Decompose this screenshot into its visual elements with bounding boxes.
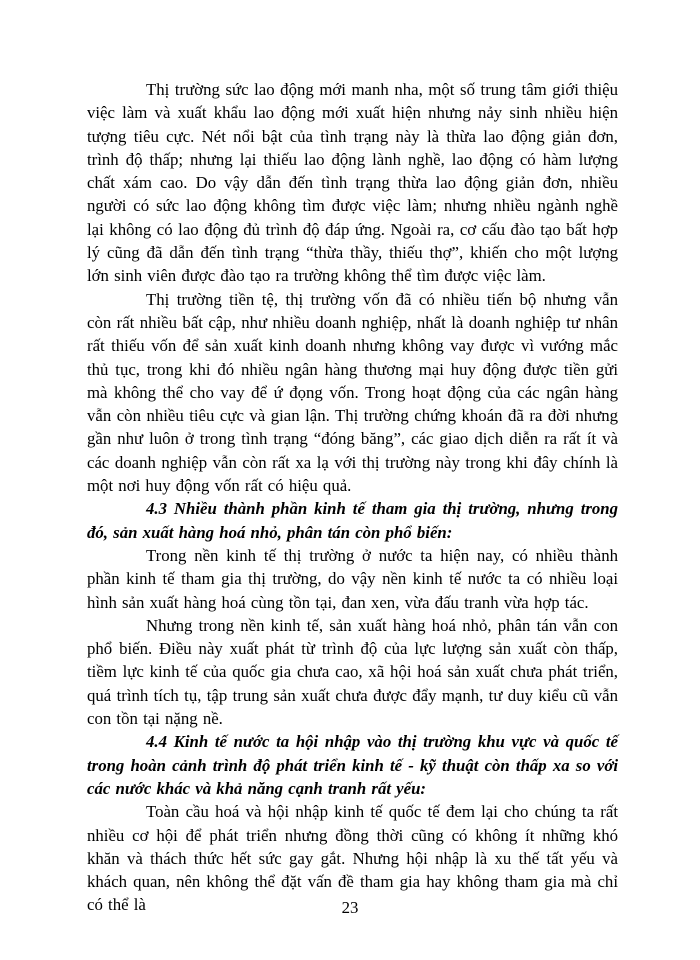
page-content — [87, 78, 618, 917]
section-heading-4-4: 4.4 Kinh tế nước ta hội nhập vào thị trường khu vực và quốc tế trong hoàn cảnh trình độ phát triển kinh tế - kỹ thuật còn thấp xa so với các nước khác và khả năng cạnh tranh rất yếu: — [87, 732, 618, 798]
section-heading-4-3: 4.3 Nhiều thành phần kinh tế tham gia thị trường, nhưng trong đó, sản xuất hàng hoá nhỏ, phân tán còn phổ biến: — [87, 499, 618, 542]
paragraph-labor-market: Thị trường sức lao động mới manh nha, một số trung tâm giới thiệu việc làm và xuất khẩu lao động mới xuất hiện nhưng nảy sinh nhiều hiện tượng tiêu cực. Nét nổi bật của tình trạng này là thừa lao động giản đơn, trình độ thấp; nhưng lại thiếu lao động lành nghề, lao động có hàm lượng chất xám cao. Do vậy dẫn đến tình trạng thừa lao động giản đơn, nhiều người có sức lao động không tìm được việc làm; nhưng nhiều ngành nghề lại không có lao động đủ trình độ đáp ứng. Ngoài ra, cơ cấu đào tạo bất hợp lý cũng đã dẫn đến tình trạng “thừa thầy, thiếu thợ”, khiến cho một lượng lớn sinh viên được đào tạo ra trường không thể tìm được việc làm. — [87, 80, 618, 286]
page-number: 23 — [341, 898, 359, 917]
paragraph-small-scale-production: Nhưng trong nền kinh tế, sản xuất hàng hoá nhỏ, phân tán vẫn con phổ biến. Điều này xuất phát từ trình độ của lực lượng sản xuất còn thấp, tiềm lực kinh tế của quốc gia chưa cao, xã hội hoá sản xuất chưa phát triển, quá trình tích tụ, tập trung sản xuất chưa được đẩy mạnh, tư duy kiểu cũ vẫn con tồn tại nặng nề. — [87, 615, 618, 729]
paragraph-multi-sector-economy: Trong nền kinh tế thị trường ở nước ta hiện nay, có nhiều thành phần kinh tế tham gia thị trường, do vậy nền kinh tế nước ta có nhiều loại hình sản xuất hàng hoá cùng tồn tại, đan xen, vừa đấu tranh vừa hợp tác. — [87, 545, 618, 612]
paragraph-financial-market: Thị trường tiền tệ, thị trường vốn đã có nhiều tiến bộ nhưng vẫn còn rất nhiều bất cập, như nhiều doanh nghiệp, nhất là doanh nghiệp tư nhân rất thiếu vốn để sản xuất kinh doanh nhưng không vay được vì vướng mắc thủ tục, trong khi đó nhiều ngân hàng thương mại huy động được tiền gửi mà không thể cho vay để ứ đọng vốn. Trong hoạt động của các ngân hàng vẫn còn nhiều tiêu cực và gian lận. Thị trường chứng khoán đã ra đời nhưng gần như luôn ở trong tình trạng “đóng băng”, các giao dịch diễn ra rất ít và các doanh nghiệp vẫn còn rất xa lạ với thị trường này trong khi đây chính là một nơi huy động vốn rất có hiệu quả. — [87, 289, 618, 496]
paragraph-globalization: Toàn cầu hoá và hội nhập kinh tế quốc tế đem lại cho chúng ta rất nhiều cơ hội để phát triển nhưng đồng thời cũng có không ít những khó khăn và thách thức hết sức gay gắt. Nhưng hội nhập là xu thế tất yếu và khách quan, nên không thể đặt vấn đề tham gia hay không tham gia mà chỉ có thể là — [87, 802, 618, 915]
